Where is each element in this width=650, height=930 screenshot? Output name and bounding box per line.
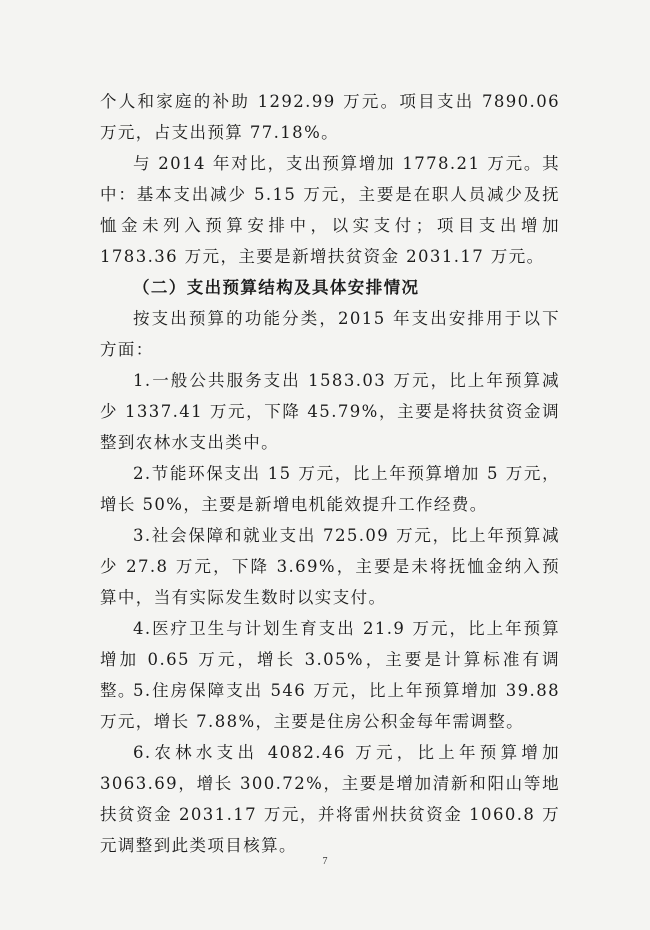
paragraph-continued-subsidy: 个人和家庭的补助 1292.99 万元。项目支出 7890.06 万元，占支出预算 77.18%。 bbox=[100, 92, 560, 142]
paragraph-2014-comparison: 与 2014 年对比，支出预算增加 1778.21 万元。其中：基本支出减少 5.15 万元，主要是在职人员减少及抚恤金未列入预算安排中，以实支付；项目支出增加 1783.36 万元，主要是新增扶贫资金 2031.17 万元。 bbox=[100, 154, 560, 266]
paragraph-functional-classification: 按支出预算的功能分类，2015 年支出安排用于以下方面： bbox=[100, 309, 560, 359]
paragraph-energy-environment: 2.节能环保支出 15 万元，比上年预算增加 5 万元，增长 50%，主要是新增电机能效提升工作经费。 bbox=[100, 464, 560, 514]
paragraph-housing: 5.住房保障支出 546 万元，比上年预算增加 39.88 万元，增长 7.88%，主要是住房公积金每年需调整。 bbox=[100, 681, 560, 731]
paragraph-social-security: 3.社会保障和就业支出 725.09 万元，比上年预算减少 27.8 万元，下降 3.69%，主要是未将抚恤金纳入预算中，当有实际发生数时以实支付。 bbox=[100, 526, 560, 607]
paragraph-general-public-services: 1.一般公共服务支出 1583.03 万元，比上年预算减少 1337.41 万元，下降 45.79%，主要是将扶贫资金调整到农林水支出类中。 bbox=[100, 371, 560, 452]
page-number: 7 bbox=[322, 856, 328, 867]
paragraph-agriculture-forestry-water: 6.农林水支出 4082.46 万元，比上年预算增加 3063.69，增长 300.72%，主要是增加清新和阳山等地扶贫资金 2031.17 万元，并将雷州扶贫资金 1060.8 万元调整到此类项目核算。 bbox=[100, 743, 560, 855]
section-heading-expenditure-structure: （二）支出预算结构及具体安排情况 bbox=[133, 278, 420, 297]
paragraph-healthcare: 4.医疗卫生与计划生育支出 21.9 万元，比上年预算增加 0.65 万元，增长 3.05%，主要是计算标准有调整。 bbox=[100, 619, 560, 700]
